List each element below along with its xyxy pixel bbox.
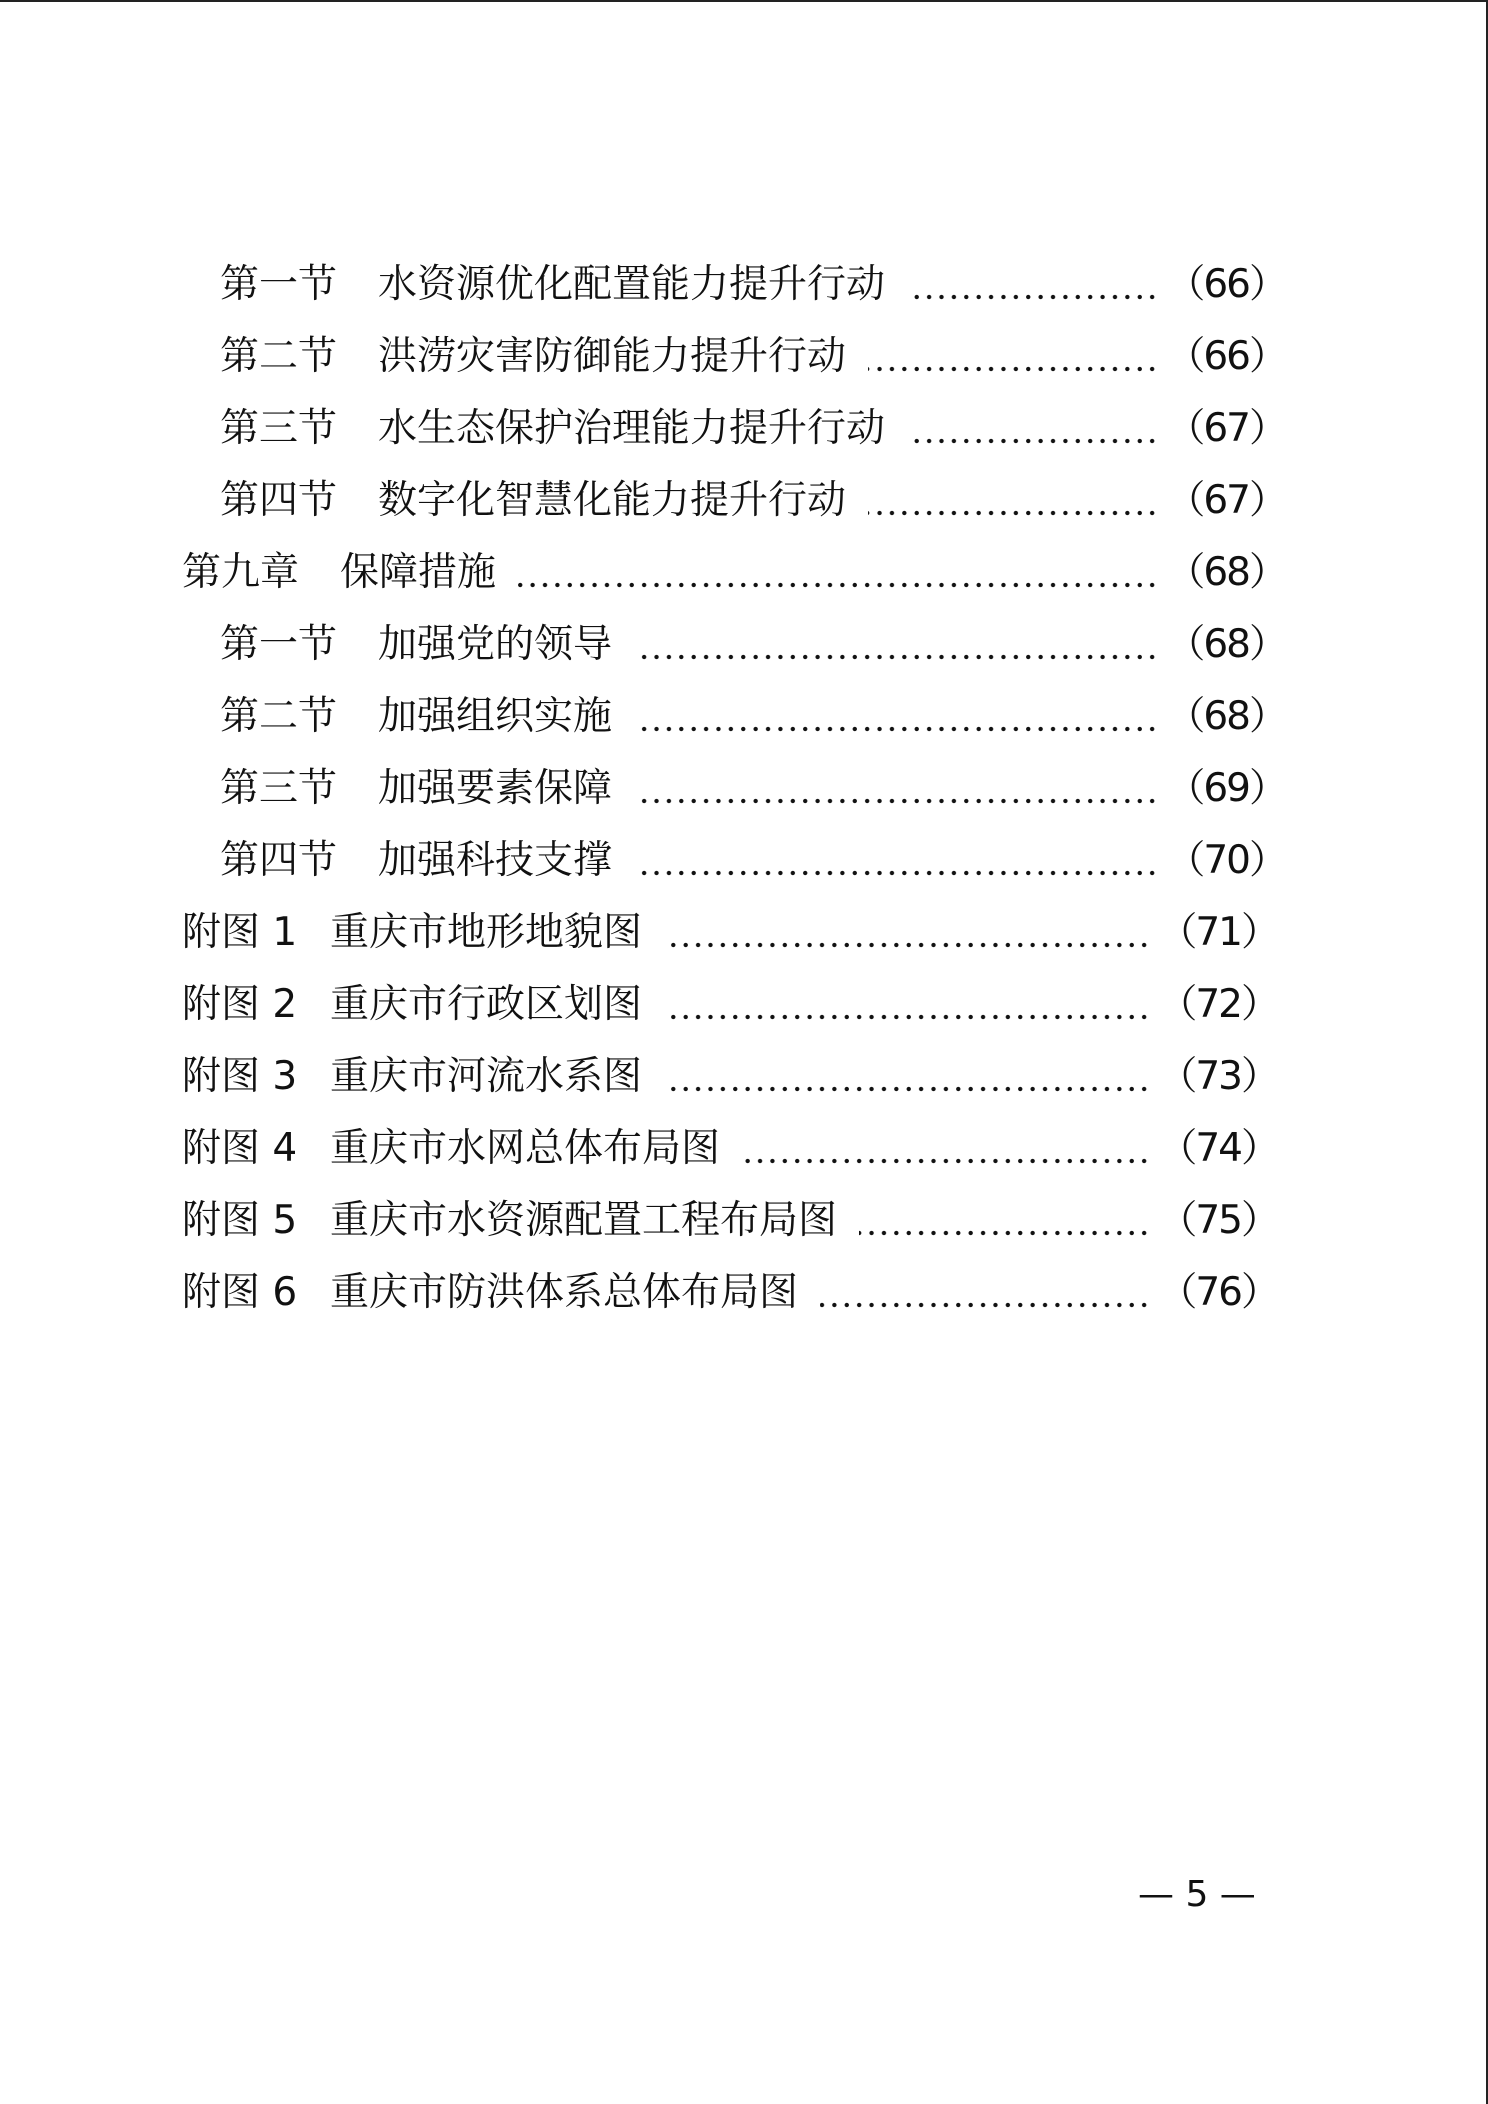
toc-entry-page: （71） — [1158, 910, 1278, 955]
toc-entry-number: 第四节 — [220, 478, 338, 523]
toc-entry[interactable] — [220, 327, 1286, 387]
toc-entry-title: 洪涝灾害防御能力提升行动 — [378, 334, 847, 379]
toc-entry[interactable] — [220, 471, 1286, 531]
toc-dot-leader — [664, 1086, 1150, 1092]
toc-dot-leader — [742, 1158, 1150, 1164]
toc-entry-page: （68） — [1166, 622, 1286, 667]
toc-entry-number: 第四节 — [220, 838, 338, 883]
toc-entry-page: （66） — [1166, 262, 1286, 307]
toc-dot-leader — [664, 942, 1150, 948]
toc-dot-leader — [868, 510, 1158, 516]
toc-entry-page: （67） — [1166, 478, 1286, 523]
toc-entry-page: （72） — [1158, 982, 1278, 1027]
toc-figure-entry[interactable] — [182, 1191, 1278, 1251]
toc-entry-title: 保障措施 — [340, 550, 497, 595]
toc-entry-number: 附图 4 — [182, 1126, 298, 1171]
toc-entry-title: 加强要素保障 — [378, 766, 613, 811]
toc-entry-page: （68） — [1166, 550, 1286, 595]
toc-figure-entry[interactable] — [182, 1119, 1278, 1179]
toc-entry-title: 重庆市防洪体系总体布局图 — [330, 1270, 799, 1315]
toc-figure-entry[interactable] — [182, 1047, 1278, 1107]
toc-entry-title: 重庆市行政区划图 — [330, 982, 643, 1027]
toc-entry-title: 水生态保护治理能力提升行动 — [378, 406, 886, 451]
toc-entry-title: 重庆市水资源配置工程布局图 — [330, 1198, 838, 1243]
toc-entry[interactable] — [220, 615, 1286, 675]
toc-entry-page: （75） — [1158, 1198, 1278, 1243]
toc-entry-number: 第二节 — [220, 694, 338, 739]
toc-entry-number: 附图 2 — [182, 982, 298, 1027]
toc-entry[interactable] — [220, 759, 1286, 819]
toc-entry-title: 数字化智慧化能力提升行动 — [378, 478, 847, 523]
toc-dot-leader — [868, 366, 1158, 372]
toc-dot-leader — [859, 1230, 1150, 1236]
toc-dot-leader — [664, 1014, 1150, 1020]
toc-figure-entry[interactable] — [182, 903, 1278, 963]
toc-entry-page: （68） — [1166, 694, 1286, 739]
toc-entry-number: 第三节 — [220, 406, 338, 451]
toc-entry[interactable] — [220, 399, 1286, 459]
toc-entry[interactable] — [220, 687, 1286, 747]
toc-entry-title: 重庆市河流水系图 — [330, 1054, 643, 1099]
page-number: — 5 — — [1138, 1874, 1256, 1915]
toc-entry-number: 第一节 — [220, 262, 338, 307]
toc-entry[interactable] — [220, 255, 1286, 315]
toc-entry-title: 重庆市水网总体布局图 — [330, 1126, 721, 1171]
toc-dot-leader — [907, 294, 1158, 300]
toc-entry-page: （76） — [1158, 1270, 1278, 1315]
toc-entry-number: 第二节 — [220, 334, 338, 379]
toc-entry-page: （74） — [1158, 1126, 1278, 1171]
toc-entry-number: 第三节 — [220, 766, 338, 811]
toc-dot-leader — [634, 726, 1158, 732]
toc-dot-leader — [634, 798, 1158, 804]
toc-dot-leader — [518, 582, 1158, 588]
toc-entry[interactable] — [220, 831, 1286, 891]
toc-entry-number: 附图 6 — [182, 1270, 298, 1315]
toc-entry-title: 加强党的领导 — [378, 622, 613, 667]
toc-dot-leader — [820, 1302, 1150, 1308]
toc-entry-number: 附图 3 — [182, 1054, 298, 1099]
toc-entry-number: 附图 5 — [182, 1198, 298, 1243]
toc-dot-leader — [634, 870, 1158, 876]
toc-chapter-entry[interactable] — [182, 543, 1286, 603]
toc-entry-page: （70） — [1166, 838, 1286, 883]
toc-entry-title: 水资源优化配置能力提升行动 — [378, 262, 886, 307]
toc-entry-page: （73） — [1158, 1054, 1278, 1099]
toc-entry-page: （69） — [1166, 766, 1286, 811]
toc-dot-leader — [907, 438, 1158, 444]
toc-entry-number: 第九章 — [182, 550, 300, 595]
toc-entry-title: 加强组织实施 — [378, 694, 613, 739]
toc-figure-entry[interactable] — [182, 975, 1278, 1035]
toc-entry-title: 加强科技支撑 — [378, 838, 613, 883]
toc-entry-title: 重庆市地形地貌图 — [330, 910, 643, 955]
toc-entry-number: 附图 1 — [182, 910, 298, 955]
toc-entry-page: （67） — [1166, 406, 1286, 451]
toc-figure-entry[interactable] — [182, 1263, 1278, 1323]
toc-entry-page: （66） — [1166, 334, 1286, 379]
toc-entry-number: 第一节 — [220, 622, 338, 667]
toc-dot-leader — [634, 654, 1158, 660]
